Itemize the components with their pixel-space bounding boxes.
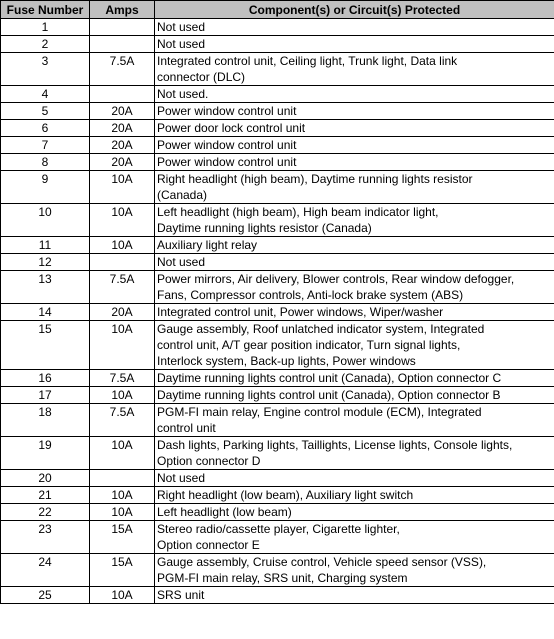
amps-cell: 20A <box>90 137 155 154</box>
component-line: control unit <box>157 421 216 435</box>
amps-cell: 10A <box>90 171 155 204</box>
component-cell <box>155 53 554 86</box>
component-line: Right headlight (low beam), Auxiliary light switch <box>157 488 414 502</box>
component-line: Dash lights, Parking lights, Taillights, License lights, Console lights, <box>157 438 513 452</box>
component-line: Option connector E <box>157 538 260 552</box>
amps-cell: 7.5A <box>90 404 155 437</box>
fuse-number-cell: 3 <box>1 53 90 86</box>
fuse-number-cell: 14 <box>1 304 90 321</box>
amps-cell: 15A <box>90 521 155 554</box>
component-cell <box>155 204 554 237</box>
component-cell <box>155 554 554 587</box>
component-cell <box>155 304 554 321</box>
component-cell <box>155 237 554 254</box>
fuse-number-cell: 11 <box>1 237 90 254</box>
amps-cell: 20A <box>90 304 155 321</box>
component-line: Left headlight (high beam), High beam indicator light, <box>157 205 439 219</box>
table-row <box>1 271 554 304</box>
component-line: Power window control unit <box>157 138 297 152</box>
table-row <box>1 137 554 154</box>
amps-cell: 10A <box>90 204 155 237</box>
table-row <box>1 387 554 404</box>
component-line: Left headlight (low beam) <box>157 505 292 519</box>
amps-cell: 10A <box>90 504 155 521</box>
table-row <box>1 171 554 204</box>
fuse-number-cell: 10 <box>1 204 90 237</box>
component-cell <box>155 521 554 554</box>
component-line: Integrated control unit, Power windows, Wiper/washer <box>157 305 444 319</box>
fuse-number-cell: 16 <box>1 370 90 387</box>
fuse-number-cell: 2 <box>1 36 90 53</box>
fuse-table-body <box>1 19 554 604</box>
amps-cell <box>90 36 155 53</box>
table-row <box>1 504 554 521</box>
component-cell <box>155 36 554 53</box>
amps-cell <box>90 470 155 487</box>
amps-cell: 10A <box>90 437 155 470</box>
table-row <box>1 19 554 36</box>
component-line: Power mirrors, Air delivery, Blower controls, Rear window defogger, <box>157 272 515 286</box>
fuse-number-cell: 1 <box>1 19 90 36</box>
table-row <box>1 321 554 370</box>
component-line: Integrated control unit, Ceiling light, Trunk light, Data link <box>157 54 458 68</box>
table-row <box>1 404 554 437</box>
table-row <box>1 254 554 271</box>
table-row <box>1 304 554 321</box>
component-line: Right headlight (high beam), Daytime running lights resistor <box>157 172 473 186</box>
table-row <box>1 521 554 554</box>
component-line: Gauge assembly, Roof unlatched indicator system, Integrated <box>157 322 485 336</box>
table-row <box>1 86 554 103</box>
table-row <box>1 487 554 504</box>
fuse-table-header <box>1 1 554 19</box>
amps-cell: 10A <box>90 487 155 504</box>
table-row <box>1 237 554 254</box>
header-amps: Amps <box>90 1 155 19</box>
component-cell <box>155 370 554 387</box>
amps-cell: 20A <box>90 154 155 171</box>
fuse-number-cell: 6 <box>1 120 90 137</box>
component-line: Fans, Compressor controls, Anti-lock brake system (ABS) <box>157 288 464 302</box>
amps-cell: 7.5A <box>90 271 155 304</box>
fuse-number-cell: 4 <box>1 86 90 103</box>
table-row <box>1 554 554 587</box>
component-line: Daytime running lights control unit (Canada), Option connector B <box>157 388 501 402</box>
component-cell <box>155 387 554 404</box>
component-cell <box>155 487 554 504</box>
component-line: control unit, A/T gear position indicator, Turn signal lights, <box>157 338 461 352</box>
fuse-number-cell: 15 <box>1 321 90 370</box>
component-cell <box>155 86 554 103</box>
component-line: PGM-FI main relay, SRS unit, Charging system <box>157 571 408 585</box>
fuse-number-cell: 24 <box>1 554 90 587</box>
fuse-number-cell: 13 <box>1 271 90 304</box>
amps-cell: 15A <box>90 554 155 587</box>
fuse-number-cell: 7 <box>1 137 90 154</box>
amps-cell: 7.5A <box>90 53 155 86</box>
component-cell <box>155 321 554 370</box>
amps-cell: 10A <box>90 387 155 404</box>
table-row <box>1 470 554 487</box>
component-line: Not used <box>157 37 206 51</box>
amps-cell: 10A <box>90 237 155 254</box>
component-line: Power door lock control unit <box>157 121 306 135</box>
component-cell <box>155 137 554 154</box>
component-cell <box>155 504 554 521</box>
table-row <box>1 154 554 171</box>
component-cell <box>155 437 554 470</box>
amps-cell <box>90 86 155 103</box>
component-cell <box>155 470 554 487</box>
amps-cell <box>90 19 155 36</box>
component-line: Option connector D <box>157 454 261 468</box>
component-line: Daytime running lights control unit (Canada), Option connector C <box>157 371 502 385</box>
header-row <box>1 1 554 19</box>
component-line: Interlock system, Back-up lights, Power windows <box>157 354 416 368</box>
amps-cell: 20A <box>90 103 155 120</box>
fuse-number-cell: 22 <box>1 504 90 521</box>
component-line: Power window control unit <box>157 104 297 118</box>
component-line: Stereo radio/cassette player, Cigarette lighter, <box>157 522 400 536</box>
table-row <box>1 437 554 470</box>
component-line: Not used <box>157 20 206 34</box>
table-row <box>1 53 554 86</box>
fuse-number-cell: 12 <box>1 254 90 271</box>
component-cell <box>155 120 554 137</box>
table-row <box>1 36 554 53</box>
amps-cell: 20A <box>90 120 155 137</box>
component-line: Not used <box>157 471 206 485</box>
component-cell <box>155 154 554 171</box>
component-line: connector (DLC) <box>157 70 246 84</box>
fuse-number-cell: 18 <box>1 404 90 437</box>
fuse-number-cell: 19 <box>1 437 90 470</box>
component-line: PGM-FI main relay, Engine control module (ECM), Integrated <box>157 405 482 419</box>
header-component: Component(s) or Circuit(s) Protected <box>155 1 554 19</box>
amps-cell <box>90 254 155 271</box>
table-row <box>1 103 554 120</box>
component-cell <box>155 171 554 204</box>
amps-cell: 10A <box>90 587 155 604</box>
fuse-number-cell: 9 <box>1 171 90 204</box>
table-row <box>1 120 554 137</box>
table-row <box>1 370 554 387</box>
amps-cell: 10A <box>90 321 155 370</box>
fuse-number-cell: 23 <box>1 521 90 554</box>
header-fuse-number: Fuse Number <box>1 1 90 19</box>
fuse-number-cell: 5 <box>1 103 90 120</box>
fuse-number-cell: 25 <box>1 587 90 604</box>
component-line: (Canada) <box>157 188 208 202</box>
component-line: Power window control unit <box>157 155 297 169</box>
amps-cell: 7.5A <box>90 370 155 387</box>
table-row <box>1 587 554 604</box>
fuse-number-cell: 17 <box>1 387 90 404</box>
component-line: Gauge assembly, Cruise control, Vehicle speed sensor (VSS), <box>157 555 487 569</box>
component-cell <box>155 404 554 437</box>
component-line: Auxiliary light relay <box>157 238 258 252</box>
fuse-number-cell: 20 <box>1 470 90 487</box>
component-cell <box>155 587 554 604</box>
component-line: SRS unit <box>157 588 205 602</box>
component-line: Not used <box>157 255 206 269</box>
component-cell <box>155 271 554 304</box>
component-cell <box>155 19 554 36</box>
component-cell <box>155 254 554 271</box>
fuse-number-cell: 8 <box>1 154 90 171</box>
component-cell <box>155 103 554 120</box>
component-line: Not used. <box>157 87 209 101</box>
fuse-number-cell: 21 <box>1 487 90 504</box>
table-row <box>1 204 554 237</box>
component-line: Daytime running lights resistor (Canada) <box>157 221 372 235</box>
